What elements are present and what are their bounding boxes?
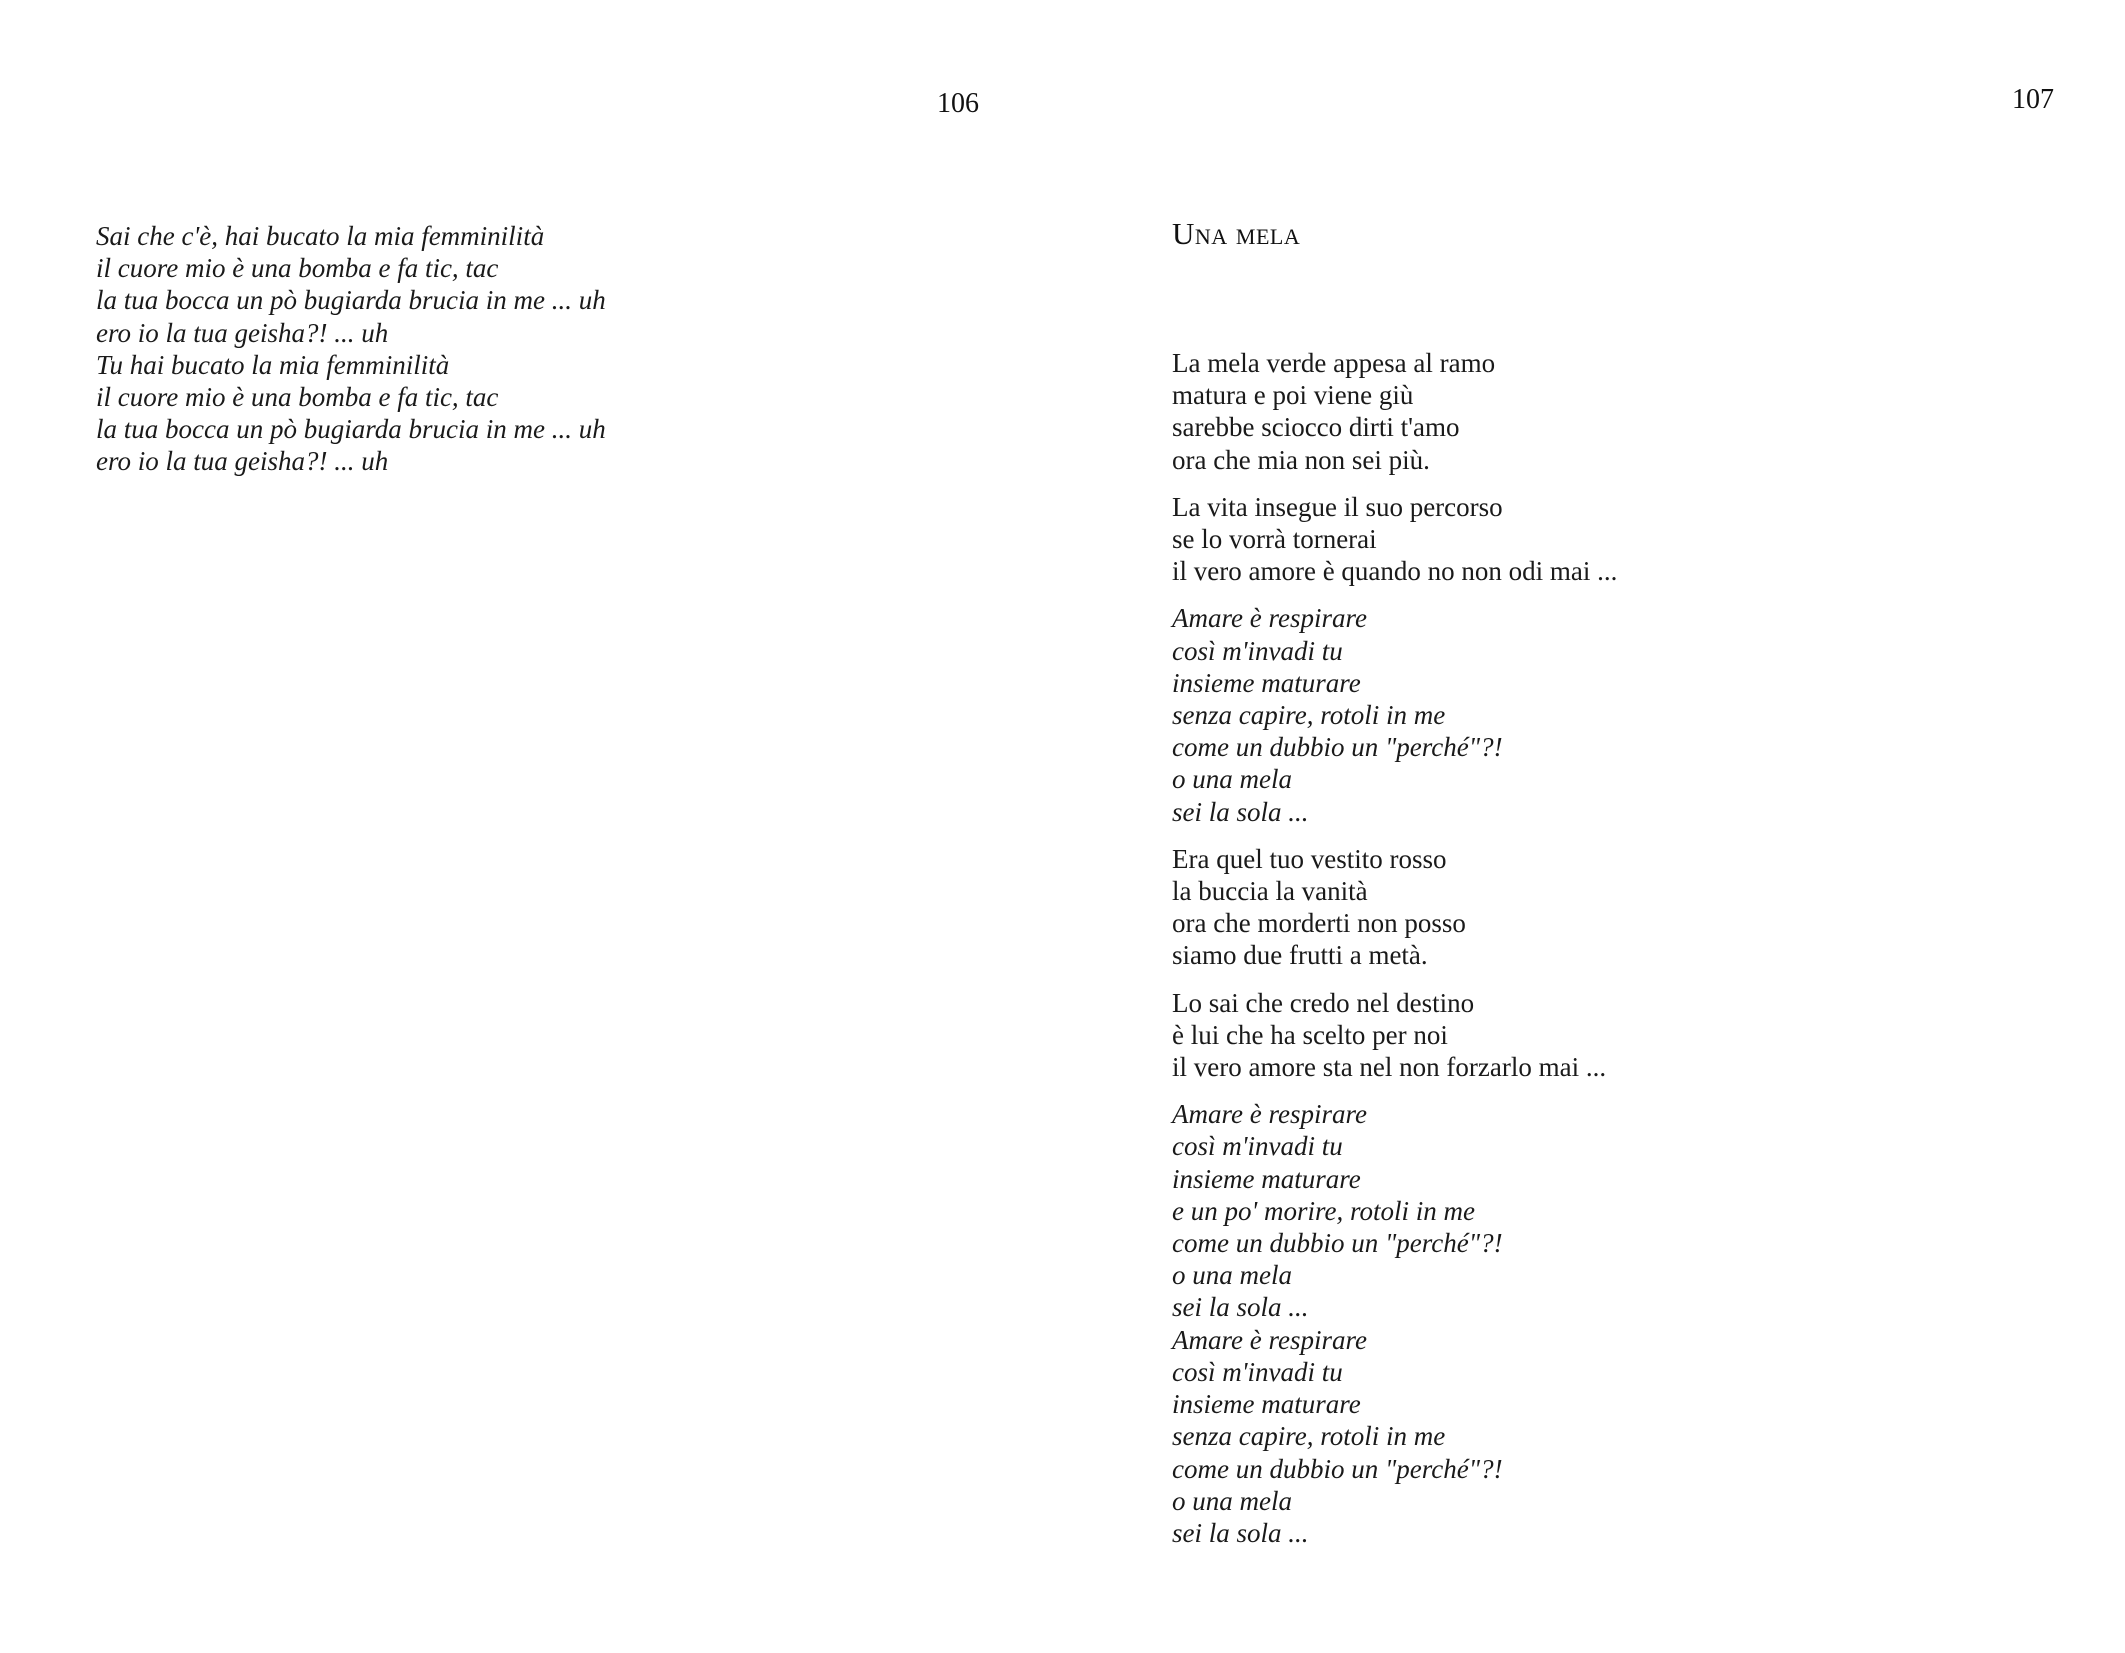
verse-line: ora che mia non sei più.	[1172, 444, 1430, 475]
verse-line: senza capire, rotoli in me	[1172, 700, 1446, 731]
verse-line: Amare è respirare	[1172, 1324, 1367, 1355]
stanza	[1172, 987, 1617, 1084]
verse-line: la tua bocca un pò bugiarda brucia in me ... uh	[96, 285, 606, 316]
refrain-stanza	[1172, 1098, 1617, 1549]
verse-line: La mela verde appesa al ramo	[1172, 348, 1496, 378]
verse-line: Amare è respirare	[1172, 603, 1367, 634]
verse-line: e un po' morire, rotoli in me	[1172, 1195, 1475, 1226]
verse-line: Tu hai bucato la mia femminilità	[96, 349, 450, 380]
left-page-body	[96, 220, 606, 493]
verse-line: insieme maturare	[1172, 1389, 1361, 1420]
verse-line: il cuore mio è una bomba e fa tic, tac	[96, 253, 499, 284]
verse-line: insieme maturare	[1172, 667, 1361, 698]
verse-line: il vero amore sta nel non forzarlo mai ...	[1172, 1052, 1607, 1083]
stanza	[1172, 347, 1617, 476]
verse-line: sei la sola ...	[1172, 796, 1309, 827]
verse-line: siamo due frutti a metà.	[1172, 940, 1428, 971]
verse-line: ora che morderti non posso	[1172, 908, 1466, 939]
verse-line: insieme maturare	[1172, 1163, 1361, 1194]
refrain-stanza	[1172, 602, 1617, 827]
verse-line: il vero amore è quando no non odi mai ...	[1172, 556, 1618, 587]
verse-line: matura e poi viene giù	[1172, 380, 1414, 411]
verse-line: ero io la tua geisha?! ... uh	[96, 317, 389, 348]
right-page-body	[1172, 347, 1617, 1564]
verse-line: così m'invadi tu	[1172, 635, 1343, 666]
verse-line: senza capire, rotoli in me	[1172, 1421, 1446, 1452]
verse-line: o una mela	[1172, 1485, 1292, 1516]
stanza	[1172, 843, 1617, 972]
verse-line: o una mela	[1172, 1260, 1292, 1291]
verse-line: così m'invadi tu	[1172, 1356, 1343, 1387]
verse-line: Amare è respirare	[1172, 1099, 1367, 1130]
verse-line: la buccia la vanità	[1172, 876, 1368, 907]
stanza	[96, 220, 606, 478]
verse-line: La vita insegue il suo percorso	[1172, 491, 1503, 522]
verse-line: ero io la tua geisha?! ... uh	[96, 446, 389, 477]
stanza	[1172, 491, 1617, 588]
verse-line: Sai che c'è, hai bucato la mia femminilità	[96, 221, 545, 251]
page-number-right: 107	[2012, 84, 2054, 115]
verse-line: o una mela	[1172, 764, 1292, 795]
verse-line: come un dubbio un "perché"?!	[1172, 1228, 1503, 1259]
verse-line: così m'invadi tu	[1172, 1131, 1343, 1162]
verse-line: Lo sai che credo nel destino	[1172, 987, 1475, 1018]
verse-line: se lo vorrà tornerai	[1172, 524, 1377, 555]
verse-line: come un dubbio un "perché"?!	[1172, 1453, 1503, 1484]
verse-line: sei la sola ...	[1172, 1292, 1309, 1323]
verse-line: la tua bocca un pò bugiarda brucia in me ... uh	[96, 414, 606, 445]
verse-line: sei la sola ...	[1172, 1517, 1309, 1548]
verse-line: come un dubbio un "perché"?!	[1172, 732, 1503, 763]
verse-line: sarebbe sciocco dirti t'amo	[1172, 412, 1460, 443]
verse-line: il cuore mio è una bomba e fa tic, tac	[96, 382, 499, 413]
verse-line: è lui che ha scelto per noi	[1172, 1019, 1448, 1050]
page-number-left: 106	[937, 88, 979, 119]
verse-line: Era quel tuo vestito rosso	[1172, 843, 1447, 874]
left-page	[0, 0, 1062, 1653]
right-page	[1062, 0, 2125, 1653]
poem-title: Una mela	[1172, 216, 1301, 251]
